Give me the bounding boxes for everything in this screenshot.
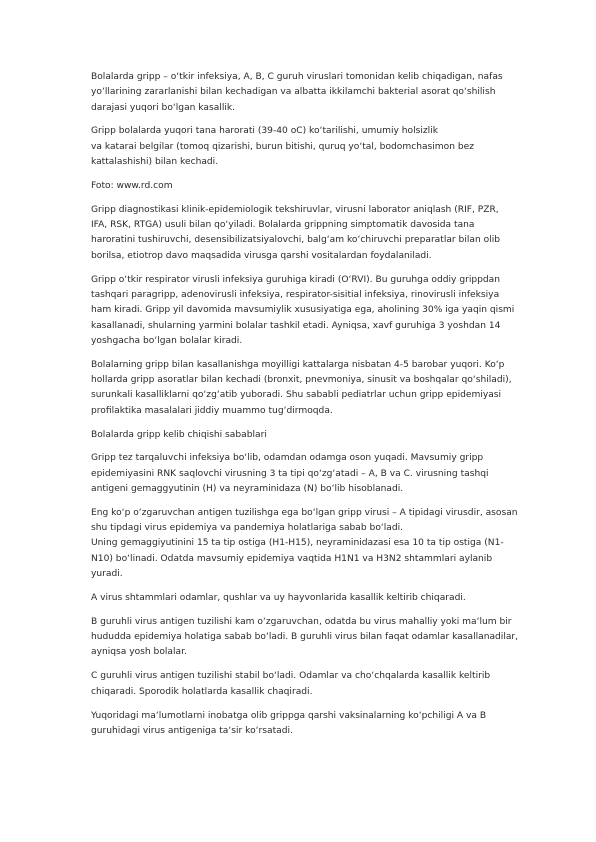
text-line: surunkali kasalliklarni qo‘zg‘atib yuboradi. Shu sababli pediatrlar uchun gripp epidemiyasi bbox=[91, 390, 502, 401]
text-line: IFA, RSK, RTGA) usuli bilan qo‘yiladi. Bolalarda grippning simptomatik davosida tana bbox=[91, 220, 475, 231]
section-heading-causes bbox=[91, 428, 519, 443]
text-line: hollarda gripp asoratlar bilan kechadi (bronxit, pnevmoniya, sinusit va boshqalar qo‘shiladi), bbox=[91, 375, 512, 386]
text-line: va katarai belgilar (tomoq qizarishi, burun bitishi, quruq yo‘tal, bodomchasimon bez bbox=[91, 141, 475, 152]
text-line: borilsa, etiotrop davo maqsadida virusga qarshi vositalardan foydalaniladi. bbox=[91, 250, 432, 261]
paragraph-type-b bbox=[91, 615, 519, 661]
text-line: darajasi yuqori bo‘lgan kasallik. bbox=[91, 102, 236, 113]
text-line: B guruhli virus antigen tuzilishi kam o‘zgaruvchan, odatda bu virus mahalliy yoki ma‘lum bir bbox=[91, 616, 512, 627]
paragraph-a-strains bbox=[91, 591, 519, 606]
paragraph-type-c bbox=[91, 669, 519, 700]
text-line: yoshgacha bo‘lgan bolalar kiradi. bbox=[91, 335, 243, 346]
text-line: yuradi. bbox=[91, 569, 123, 580]
document-body bbox=[91, 70, 519, 748]
text-line: Bolalarda gripp – o‘tkir infeksiya, A, B, C guruh viruslari tomonidan kelib chiqadigan, nafas bbox=[91, 72, 503, 82]
paragraph-transmission bbox=[91, 451, 519, 497]
text-line: chiqaradi. Sporodik holatlarda kasallik chaqiradi. bbox=[91, 686, 313, 697]
paragraph-susceptibility bbox=[91, 358, 519, 419]
text-line: Yuqoridagi ma‘lumotlarni inobatga olib grippga qarshi vaksinalarning ko‘pchiligi A va B bbox=[91, 710, 487, 721]
paragraph-diagnostics bbox=[91, 203, 519, 264]
paragraph-type-a bbox=[91, 506, 519, 582]
text-line: C guruhli virus antigen tuzilishi stabil bo‘ladi. Odamlar va cho‘chqalarda kasallik keltirib bbox=[91, 671, 491, 682]
text-line: Gripp o‘tkir respirator virusli infeksiya guruhiga kiradi (O‘RVI). Bu guruhga oddiy grippdan bbox=[91, 274, 501, 285]
text-line: Uning gemaggiyutinini 15 ta tip ostiga (H1-H15), neyraminidazasi esa 10 ta tip ostiga (N1- bbox=[91, 538, 504, 549]
text-line: A virus shtammlari odamlar, qushlar va uy hayvonlarida kasallik keltirib chiqaradi. bbox=[91, 592, 466, 603]
text-line: guruhidagi virus antigeniga ta‘sir ko‘rsatadi. bbox=[91, 725, 293, 736]
text-line: shu tipdagi virus epidemiya va pandemiya holatlariga sabab bo‘ladi. bbox=[91, 523, 404, 534]
text-line: Gripp tez tarqaluvchi infeksiya bo‘lib, odamdan odamga oson yuqadi. Mavsumiy gripp bbox=[91, 453, 484, 464]
text-line: hududda epidemiya holatiga sabab bo‘ladi. B guruhli virus bilan faqat odamlar kasallanadilar, bbox=[91, 632, 519, 643]
text-line: Foto: www.rd.com bbox=[91, 180, 173, 191]
paragraph-symptoms bbox=[91, 124, 519, 170]
text-line: haroratini tushiruvchi, desensibilizatsiyalovchi, balg‘am ko‘chiruvchi preparatlar bilan olib bbox=[91, 235, 500, 246]
text-line: yo‘llarining zararlanishi bilan kechadigan va albatta ikkilamchi bakterial asorat qo‘shilish bbox=[91, 87, 496, 98]
text-line: kasallanadi, shularning yarmini bolalar tashkil etadi. Ayniqsa, xavf guruhiga 3 yoshdan 14 bbox=[91, 320, 501, 331]
text-line: Bolalarda gripp kelib chiqishi sabablari bbox=[91, 429, 267, 440]
text-line: epidemiyasini RNK saqlovchi virusning 3 ta tipi qo‘zg‘atadi – A, B va C. virusning tashqi bbox=[91, 468, 489, 479]
text-line: antigeni gemaggyutinin (H) va neyraminidaza (N) bo‘lib hisoblanadi. bbox=[91, 483, 404, 494]
text-line: ham kiradi. Gripp yil davomida mavsumiylik xususiyatiga ega, aholining 30% iga yaqin qismi bbox=[91, 305, 515, 316]
paragraph-vaccines bbox=[91, 709, 519, 740]
text-line: ayniqsa yosh bolalar. bbox=[91, 647, 187, 658]
text-line: Eng ko‘p o‘zgaruvchan antigen tuzilishga ega bo‘lgan gripp virusi – A tipidagi virusdir, asosan bbox=[91, 507, 518, 518]
paragraph-definition bbox=[91, 70, 519, 116]
text-line: kattalashishi) bilan kechadi. bbox=[91, 157, 219, 168]
text-line: Gripp bolalarda yuqori tana harorati (39-40 oC) ko‘tarilishi, umumiy holsizlik bbox=[91, 126, 438, 137]
text-line: Bolalarning gripp bilan kasallanishga moyilligi kattalarga nisbatan 4-5 barobar yuqori. Ko‘p bbox=[91, 359, 505, 370]
text-line: profilaktika masalalari jiddiy muammo tug‘dirmoqda. bbox=[91, 405, 333, 416]
text-line: N10) bo‘linadi. Odatda mavsumiy epidemiya vaqtida H1N1 va H3N2 shtammlari aylanib bbox=[91, 553, 493, 564]
text-line: tashqari paragripp, adenovirusli infeksiya, respirator-sisitial infeksiya, rinovirusli infeksiya bbox=[91, 289, 500, 300]
paragraph-orvi bbox=[91, 273, 519, 349]
text-line: Gripp diagnostikasi klinik-epidemiologik tekshiruvlar, virusni laborator aniqlash (RIF, PZR, bbox=[91, 204, 499, 215]
photo-credit bbox=[91, 179, 519, 194]
